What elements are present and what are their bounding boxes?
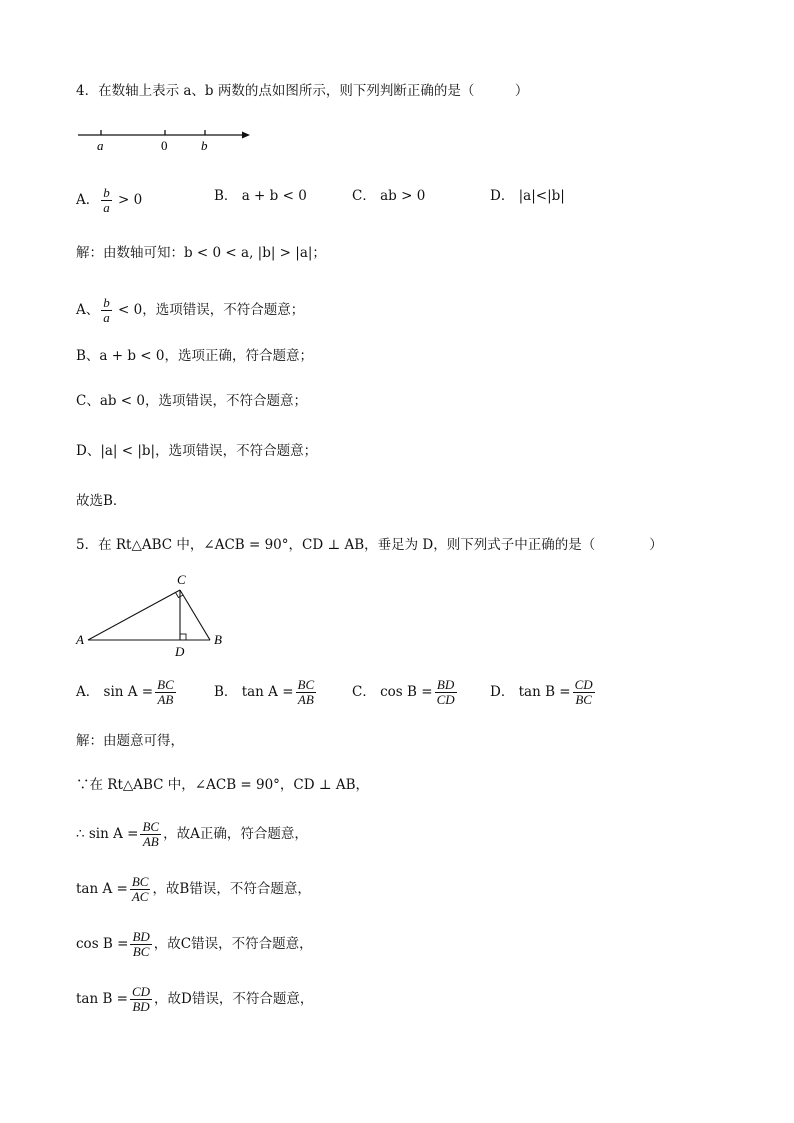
- q5-option-c: C． cos B = $\frac{BD}{CD}$: [352, 677, 455, 707]
- vertex-label-c: C: [177, 572, 186, 587]
- axis-label-a: a: [97, 138, 104, 153]
- q5-solution-given: ∵在 Rt△ABC 中，∠ACB = 90°，CD ⊥ AB，: [76, 777, 370, 793]
- axis-label-zero: 0: [161, 138, 168, 153]
- q4-solution-c: C、ab < 0，选项错误，不符合题意；: [76, 393, 308, 409]
- q4-conclusion: 故选B．: [76, 493, 127, 509]
- q5-option-d: D． tan B = $\frac{CD}{BC}$: [490, 677, 593, 707]
- side-ac: [88, 590, 180, 640]
- q4-solution-intro: 解：由数轴可知：b < 0 < a, |b| > |a|；: [76, 245, 326, 261]
- vertex-label-a: A: [76, 632, 84, 647]
- q5-option-a: A． sin A = $\frac{BC}{AB}$: [76, 677, 174, 707]
- right-angle-mark-d-icon: [180, 634, 186, 640]
- q4-stem: 4．在数轴上表示 a、b 两数的点如图所示，则下列判断正确的是（ ）: [76, 83, 529, 99]
- q4-option-a: A． $\frac{b}{a}$ > 0: [76, 185, 143, 215]
- q5-solution-intro: 解：由题意可得，: [76, 733, 184, 749]
- q4-solution-a: A、 $\frac{b}{a}$ < 0，选项错误，不符合题意；: [76, 295, 305, 325]
- q4-solution-b: B、a + b < 0，选项正确，符合题意；: [76, 348, 313, 364]
- q5-option-b: B． tan A = $\frac{BC}{AB}$: [214, 677, 315, 707]
- q5-solution-step-4: tan B = $\frac{CD}{BD}$ ，故D错误，不符合题意，: [76, 984, 314, 1014]
- side-cb: [180, 590, 210, 640]
- q5-solution-step-1: ∴ sin A = $\frac{BC}{AB}$ ，故A正确，符合题意，: [76, 819, 308, 849]
- vertex-label-b: B: [214, 632, 222, 647]
- q4-option-c: C． ab > 0: [352, 188, 426, 204]
- number-line-figure: [74, 124, 254, 156]
- triangle-figure: [72, 570, 232, 662]
- q4-option-b: B． a + b < 0: [214, 188, 307, 204]
- vertex-label-d: D: [175, 644, 185, 659]
- q4-option-d: D． |a|<|b|: [490, 188, 565, 204]
- axis-label-b: b: [201, 138, 208, 153]
- q5-solution-step-2: tan A = $\frac{BC}{AC}$ ，故B错误，不符合题意，: [76, 874, 311, 904]
- q5-stem: 5．在 Rt△ABC 中，∠ACB = 90°，CD ⊥ AB，垂足为 D，则下列式子中正确的是（ ）: [76, 537, 663, 553]
- q4-solution-d: D、|a| < |b|，选项错误，不符合题意；: [76, 443, 318, 459]
- number-line-arrow-icon: [242, 132, 250, 139]
- q5-solution-step-3: cos B = $\frac{BD}{BC}$ ，故C错误，不符合题意，: [76, 929, 313, 959]
